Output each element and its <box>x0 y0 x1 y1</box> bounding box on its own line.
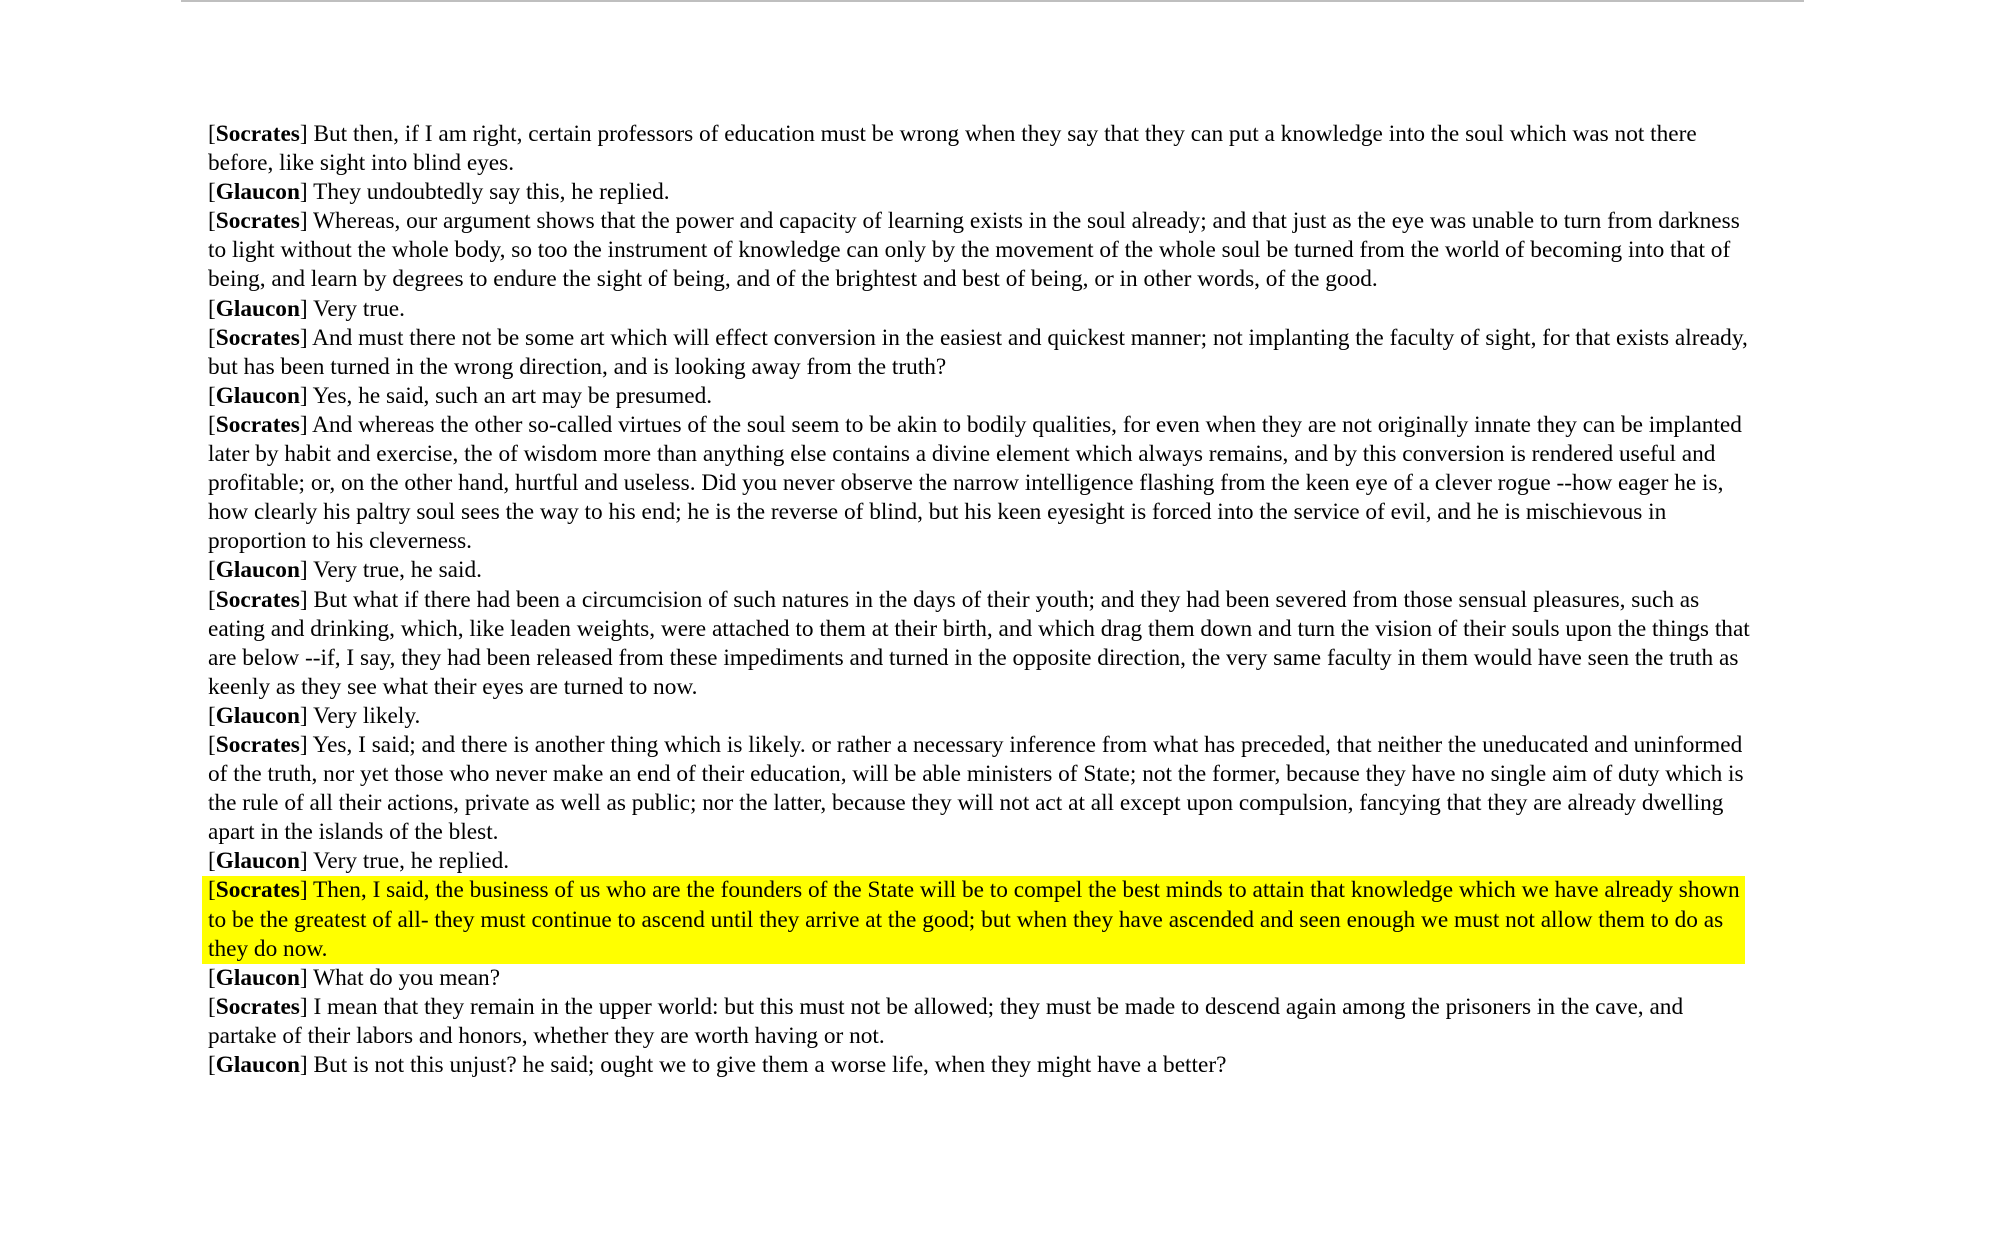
dialogue-turn: [Glaucon] Very true. <box>208 295 405 322</box>
dialogue-turn: [Socrates] Yes, I said; and there is another thing which is likely. or rather a necessary inference from what has preceded, that neither the uneducated and uninformed of the truth, nor yet those who never make an end of their education, will be able ministers of State; not the former, because they have no single aim of duty which is the rule of all their actions, private as well as public; nor the latter, because they will not act at all except upon compulsion, fancying that they are already dwelling apart in the islands of the blest. <box>208 731 1744 846</box>
page-top-border <box>181 0 1804 2</box>
dialogue-text: And must there not be some art which will effect conversion in the easiest and quickest manner; not implanting the faculty of sight, for that exists already, but has been turned in the wrong direction, and is looking away from the truth? <box>208 324 1748 380</box>
speaker-name: Glaucon <box>215 295 300 322</box>
dialogue-turn: [Socrates] I mean that they remain in the upper world: but this must not be allowed; they must be made to descend again among the prisoners in the cave, and partake of their labors and honors, whether they are worth having or not. <box>208 993 1684 1049</box>
dialogue-text: Very true. <box>313 295 405 322</box>
dialogue-turn: [Glaucon] Very true, he replied. <box>208 848 510 875</box>
dialogue-turn: [Socrates] And must there not be some art which will effect conversion in the easiest and quickest manner; not implanting the faculty of sight, for that exists already, but has been turned in the wrong direction, and is looking away from the truth? <box>208 324 1748 380</box>
speaker-name: Glaucon <box>215 382 300 409</box>
highlighted-dialogue-turn: [Socrates] Then, I said, the business of us who are the founders of the State will be to compel the best minds to attain that knowledge which we have already shown to be the greatest of all- they must continue to ascend until they arrive at the good; but when they have ascended and seen enough we must not allow them to do as they do now. <box>202 876 1745 963</box>
dialogue-text: Very true, he said. <box>313 557 482 584</box>
dialogue-text: What do you mean? <box>313 964 501 991</box>
dialogue-turn: [Socrates] But what if there had been a circumcision of such natures in the days of their youth; and they had been severed from those sensual pleasures, such as eating and drinking, which, like leaden weights, were attached to them at their birth, and which drag them down and turn the vision of their souls upon the things that are below --if, I say, they had been released from these impediments and turned in the opposite direction, the very same faculty in them would have seen the truth as keenly as they see what their eyes are turned to now. <box>208 586 1750 700</box>
speaker-name: Socrates <box>215 586 300 613</box>
dialogue-turn: [Glaucon] Yes, he said, such an art may be presumed. <box>208 382 713 409</box>
document-page <box>208 120 1753 1080</box>
dialogue-text: But what if there had been a circumcision of such natures in the days of their youth; and they had been severed from those sensual pleasures, such as eating and drinking, which, like leaden weights, were attached to them at their birth, and which drag them down and turn the vision of their souls upon the things that are below --if, I say, they had been released from these impediments and turned in the opposite direction, the very same faculty in them would have seen the truth as keenly as they see what their eyes are turned to now. <box>208 586 1750 700</box>
dialogue-text: Yes, I said; and there is another thing which is likely. or rather a necessary inference from what has preceded, that neither the uneducated and uninformed of the truth, nor yet those who never make an end of their education, will be able ministers of State; not the former, because they have no single aim of duty which is the rule of all their actions, private as well as public; nor the latter, because they will not act at all except upon compulsion, fancying that they are already dwelling apart in the islands of the blest. <box>208 731 1744 846</box>
dialogue-text: Yes, he said, such an art may be presumed. <box>312 382 713 409</box>
dialogue-turn: [Socrates] But then, if I am right, certain professors of education must be wrong when they say that they can put a knowledge into the soul which was not there before, like sight into blind eyes. <box>208 121 1697 177</box>
speaker-name: Glaucon <box>215 848 300 875</box>
dialogue-turn: [Glaucon] Very true, he said. <box>208 557 482 584</box>
speaker-name: Glaucon <box>215 964 300 991</box>
dialogue-turn: [Socrates] Whereas, our argument shows that the power and capacity of learning exists in the soul already; and that just as the eye was unable to turn from darkness to light without the whole body, so too the instrument of knowledge can only by the movement of the whole soul be turned from the world of becoming into that of being, and learn by degrees to endure the sight of being, and of the brightest and best of being, or in other words, of the good. <box>208 208 1740 293</box>
dialogue-turn: [Glaucon] But is not this unjust? he said; ought we to give them a worse life, when they might have a better? <box>208 1052 1227 1078</box>
dialogue-turn: [Glaucon] What do you mean? <box>208 964 501 991</box>
speaker-name: Socrates <box>215 731 300 758</box>
dialogue-text: But is not this unjust? he said; ought we to give them a worse life, when they might have a better? <box>313 1052 1227 1078</box>
speaker-name: Socrates <box>215 324 300 351</box>
speaker-name: Socrates <box>215 208 300 235</box>
dialogue-turn: [Glaucon] They undoubtedly say this, he replied. <box>208 179 670 206</box>
dialogue-text: Very likely. <box>313 702 421 729</box>
speaker-name: Glaucon <box>215 179 300 206</box>
dialogue-text: Then, I said, the business of us who are the founders of the State will be to compel the best minds to attain that knowledge which we have already shown to be the greatest of all- they must continue to ascend until they arrive at the good; but when they have ascended and seen enough we must not allow them to do as they do now. <box>208 877 1740 962</box>
speaker-name: Socrates <box>215 121 300 147</box>
speaker-name: Glaucon <box>215 557 300 584</box>
dialogue-text: They undoubtedly say this, he replied. <box>313 179 670 206</box>
speaker-name: Glaucon <box>215 702 300 729</box>
dialogue-text: I mean that they remain in the upper world: but this must not be allowed; they must be made to descend again among the prisoners in the cave, and partake of their labors and honors, whether they are worth having or not. <box>208 993 1684 1049</box>
dialogue-text: Very true, he replied. <box>313 848 510 875</box>
speaker-name: Glaucon <box>215 1052 300 1078</box>
dialogue-text: But then, if I am right, certain professors of education must be wrong when they say that they can put a knowledge into the soul which was not there before, like sight into blind eyes. <box>208 121 1697 177</box>
speaker-name: Socrates <box>215 993 300 1020</box>
dialogue-turn: [Glaucon] Very likely. <box>208 702 421 729</box>
dialogue-text: Whereas, our argument shows that the power and capacity of learning exists in the soul already; and that just as the eye was unable to turn from darkness to light without the whole body, so too the instrument of knowledge can only by the movement of the whole soul be turned from the world of becoming into that of being, and learn by degrees to endure the sight of being, and of the brightest and best of being, or in other words, of the good. <box>208 208 1740 293</box>
speaker-name: Socrates <box>215 411 300 438</box>
dialogue-turn: [Socrates] And whereas the other so-called virtues of the soul seem to be akin to bodily qualities, for even when they are not originally innate they can be implanted later by habit and exercise, the of wisdom more than anything else contains a divine element which always remains, and by this conversion is rendered useful and profitable; or, on the other hand, hurtful and useless. Did you never observe the narrow intelligence flashing from the keen eye of a clever rogue --how eager he is, how clearly his paltry soul sees the way to his end; he is the reverse of blind, but his keen eyesight is forced into the service of evil, and he is mischievous in proportion to his cleverness. <box>208 411 1742 555</box>
speaker-name: Socrates <box>215 877 300 904</box>
dialogue-text: And whereas the other so-called virtues of the soul seem to be akin to bodily qualities, for even when they are not originally innate they can be implanted later by habit and exercise, the of wisdom more than anything else contains a divine element which always remains, and by this conversion is rendered useful and profitable; or, on the other hand, hurtful and useless. Did you never observe the narrow intelligence flashing from the keen eye of a clever rogue --how eager he is, how clearly his paltry soul sees the way to his end; he is the reverse of blind, but his keen eyesight is forced into the service of evil, and he is mischievous in proportion to his cleverness. <box>208 411 1742 555</box>
